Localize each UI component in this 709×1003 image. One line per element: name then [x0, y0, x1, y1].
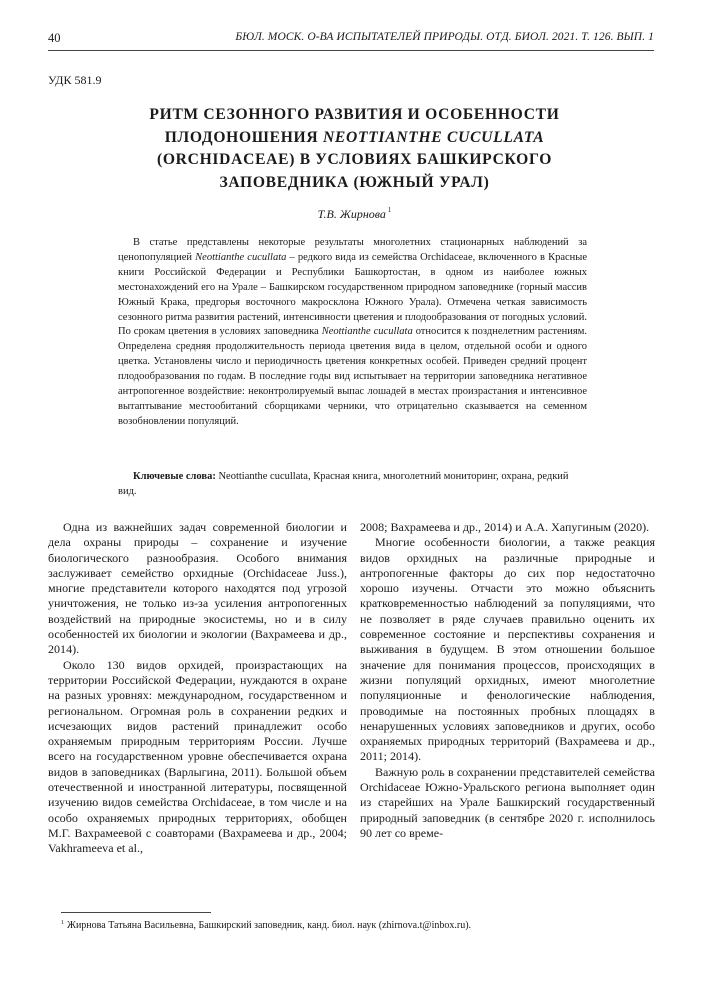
keywords-text: Neottianthe cucullata, Красная книга, многолетний мониторинг, охрана, редкий вид. [118, 471, 569, 497]
article-title [100, 104, 609, 194]
abstract-species-2: Neottianthe cucullata [321, 326, 413, 338]
abstract-species-1: Neottianthe cucullata [195, 251, 287, 263]
author-line [0, 206, 709, 222]
body-paragraph: Важную роль в сохранении представителей семейства Orchidaceae Южно-Уральского региона выполняет один из старейших на Урале Башкирский государственный природный заповедник (в сентябре 2020 г. исполнилось 90 лет со време- [360, 764, 655, 840]
abstract-text-2: – редкого вида из семейства Orchidaceae, включенного в Красные книги Российской Федерации и Республики Башкортостан, в одном из наиболее южных местонахождений его на Урале – Башкирском государственном природном заповеднике (горный массив Южный Крака, предгорья восточного макросклона Южного Урала). Отмечена четкая зависимость сезонного ритма развития растений, интенсивности цветения и плодообразования от погодных условий. По срокам цветения в условиях заповедника [118, 251, 587, 338]
udc-code: УДК 581.9 [48, 73, 102, 87]
footnote [61, 920, 471, 931]
body-column-left [48, 520, 347, 857]
body-paragraph: Одна из важнейших задач современной биологии и дела охраны природы – сохранение и изучение биологического разнообразия. Особого внимания заслуживает семейство орхидные (Orchidaceae Juss.), многие представители которого находятся под угрозой уничтожения, не только из-за усиления антропогенных воздействий на природные экосистемы, но и в силу особенностей их биологии и экологии (Вахрамеева и др., 2014). [48, 520, 347, 657]
abstract-text-3: относится к позднелетним растениям. Определена средняя продолжительность периода цветения вида в целом, отдельной особи и одного цветка. Установлены число и периодичность цветения конкретных особей. Приведен средний процент плодообразования по годам. В последние годы вид испытывает на территории заповедника негативное антропогенное воздействие: неконтролируемый выпас лошадей в местах произрастания и интенсивное вытаптывание местообитаний сборщиками черники, что отрицательно сказывается на семенном возобновлении популяций. [118, 326, 587, 427]
body-column-right [360, 520, 655, 841]
footnote-text: Жирнова Татьяна Васильевна, Башкирский заповедник, канд. биол. наук (zhirnova.t@inbox.ru). [67, 920, 472, 931]
header-rule [48, 50, 654, 51]
body-paragraph: Многие особенности биологии, а также реакция видов орхидных на различные природные и антропогенные факторы до сих пор недостаточно хорошо изучены. Отчасти это можно объяснить кратковременностью наблюдений за популяциями, что не позволяет в ряде случаев правильно оценить их современное состояние и перспективы сохранения и выживания в будущем. В этом отношении большое значение для понимания процессов, происходящих в жизни популяций орхидных, имеют многолетние популяционные и фенологические наблюдения, проводимые на постоянных пробных площадях в ненарушенных условиях заповедников и других, особо охраняемых природных территорий (Вахрамеева и др., 2011; 2014). [360, 535, 655, 764]
page-number: 40 [48, 31, 61, 45]
footnote-rule [61, 912, 211, 913]
abstract [118, 236, 587, 430]
body-paragraph: Около 130 видов орхидей, произрастающих на территории Российской Федерации, нуждаются в охране на разных уровнях: международном, государственном и региональном. Огромная роль в сохранении редких и исчезающих видов растений принадлежит особо охраняемым природным территориям России. Лучше всего на государственном уровне обеспечивается охрана видов в заповедниках (Варлыгина, 2011). Большой объем отечественной и иностранной литературы, посвященной изучению видов семейства Orchidaceae, в том числе и на особо охраняемых природных территориях, обобщен М.Г. Вахрамеевой с соавторами (Вахрамеева и др., 2004; Vakhrameeva et al., [48, 657, 347, 856]
keywords-label: Ключевые слова: [133, 471, 216, 482]
title-part-1: РИТМ СЕЗОННОГО РАЗВИТИЯ И ОСОБЕННОСТИ ПЛОДОНОШЕНИЯ [149, 106, 560, 146]
running-header: БЮЛ. МОСК. О-ВА ИСПЫТАТЕЛЕЙ ПРИРОДЫ. ОТД. БИОЛ. 2021. Т. 126. ВЫП. 1 [235, 31, 654, 43]
footnote-mark: 1 [61, 920, 64, 926]
title-species: NEOTTIANTHE CUCULLATA [322, 128, 545, 146]
author-name: Т.В. Жирнова [317, 207, 386, 221]
abstract-text-1: В статье представлены некоторые результаты многолетних стационарных наблюдений за ценопопуляцией [118, 237, 587, 263]
keywords [118, 469, 587, 499]
title-part-2: (ORCHIDACEAE) В УСЛОВИЯХ БАШКИРСКОГО ЗАПОВЕДНИКА (ЮЖНЫЙ УРАЛ) [156, 151, 553, 191]
author-footnote-mark: 1 [387, 206, 392, 214]
body-paragraph-continued: 2008; Вахрамеева и др., 2014) и А.А. Хапугиным (2020). [360, 520, 650, 534]
